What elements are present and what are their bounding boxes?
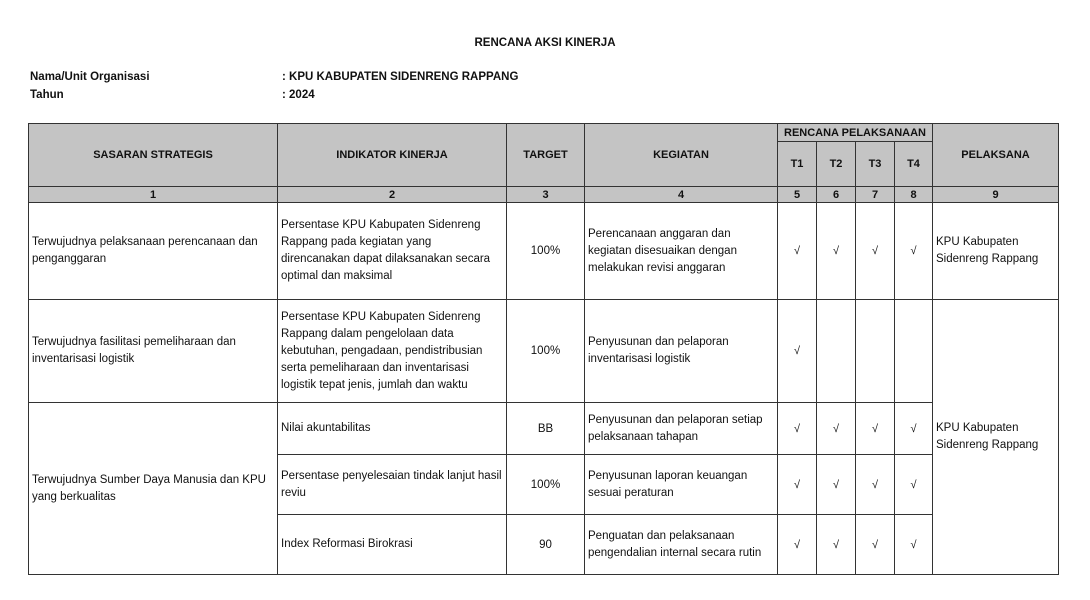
empty-cell	[895, 300, 933, 403]
header-kegiatan: KEGIATAN	[585, 124, 778, 187]
year-value: : 2024	[282, 89, 315, 101]
table-row	[29, 300, 1059, 403]
check-t1: √	[778, 403, 817, 455]
check-t2: √	[817, 515, 856, 575]
year-label: Tahun	[30, 89, 64, 101]
header-pelaksana: PELAKSANA	[933, 124, 1059, 187]
col-number: 1	[29, 187, 278, 203]
org-row	[30, 71, 518, 83]
col-number: 8	[895, 187, 933, 203]
empty-cell	[817, 300, 856, 403]
action-plan-table	[28, 123, 1059, 575]
header-target: TARGET	[507, 124, 585, 187]
check-t4: √	[895, 203, 933, 300]
target-cell: 90	[507, 515, 585, 575]
check-t3: √	[856, 203, 895, 300]
empty-cell	[856, 300, 895, 403]
check-t3: √	[856, 455, 895, 515]
kegiatan-cell: Penyusunan laporan keuangan sesuai peraturan	[585, 455, 778, 515]
indikator-cell: Persentase KPU Kabupaten Sidenreng Rappang dalam pengelolaan data kebutuhan, pengadaan, pendistribusian serta pemeliharaan dan inventarisasi logistik tepat jenis, jumlah dan waktu	[278, 300, 507, 403]
sasaran-cell: Terwujudnya pelaksanaan perencanaan dan penganggaran	[29, 203, 278, 300]
check-t1: √	[778, 515, 817, 575]
col-number: 4	[585, 187, 778, 203]
check-t2: √	[817, 203, 856, 300]
check-t4: √	[895, 403, 933, 455]
col-number: 2	[278, 187, 507, 203]
table-row	[29, 203, 1059, 300]
document-title: RENCANA AKSI KINERJA	[474, 37, 616, 49]
check-t4: √	[895, 515, 933, 575]
header-rencana: RENCANA PELAKSANAAN	[778, 124, 933, 142]
check-t3: √	[856, 403, 895, 455]
col-number: 9	[933, 187, 1059, 203]
header-t3: T3	[856, 142, 895, 187]
org-value: : KPU KABUPATEN SIDENRENG RAPPANG	[282, 71, 519, 83]
org-label: Nama/Unit Organisasi	[30, 71, 150, 83]
check-t2: √	[817, 403, 856, 455]
col-number: 3	[507, 187, 585, 203]
header-t4: T4	[895, 142, 933, 187]
check-t4: √	[895, 455, 933, 515]
pelaksana-cell: KPU Kabupaten Sidenreng Rappang	[933, 300, 1059, 575]
col-number: 7	[856, 187, 895, 203]
indikator-cell: Nilai akuntabilitas	[278, 403, 507, 455]
header-indikator: INDIKATOR KINERJA	[278, 124, 507, 187]
target-cell: 100%	[507, 455, 585, 515]
header-t1: T1	[778, 142, 817, 187]
col-number: 5	[778, 187, 817, 203]
kegiatan-cell: Perencanaan anggaran dan kegiatan disesuaikan dengan melakukan revisi anggaran	[585, 203, 778, 300]
indikator-cell: Persentase penyelesaian tindak lanjut hasil reviu	[278, 455, 507, 515]
pelaksana-cell: KPU Kabupaten Sidenreng Rappang	[933, 203, 1059, 300]
kegiatan-cell: Penyusunan dan pelaporan inventarisasi logistik	[585, 300, 778, 403]
sasaran-cell: Terwujudnya fasilitasi pemeliharaan dan inventarisasi logistik	[29, 300, 278, 403]
check-t2: √	[817, 455, 856, 515]
col-number: 6	[817, 187, 856, 203]
check-t1: √	[778, 203, 817, 300]
check-t1: √	[778, 300, 817, 403]
header-t2: T2	[817, 142, 856, 187]
kegiatan-cell: Penguatan dan pelaksanaan pengendalian internal secara rutin	[585, 515, 778, 575]
indikator-cell: Persentase KPU Kabupaten Sidenreng Rappang pada kegiatan yang direncanakan dapat dilaksanakan secara optimal dan maksimal	[278, 203, 507, 300]
kegiatan-cell: Penyusunan dan pelaporan setiap pelaksanaan tahapan	[585, 403, 778, 455]
year-row	[30, 89, 315, 101]
indikator-cell: Index Reformasi Birokrasi	[278, 515, 507, 575]
target-cell: BB	[507, 403, 585, 455]
check-t3: √	[856, 515, 895, 575]
check-t1: √	[778, 455, 817, 515]
target-cell: 100%	[507, 203, 585, 300]
table-row	[29, 403, 1059, 455]
header-sasaran: SASARAN STRATEGIS	[29, 124, 278, 187]
sasaran-cell: Terwujudnya Sumber Daya Manusia dan KPU yang berkualitas	[29, 403, 278, 575]
target-cell: 100%	[507, 300, 585, 403]
